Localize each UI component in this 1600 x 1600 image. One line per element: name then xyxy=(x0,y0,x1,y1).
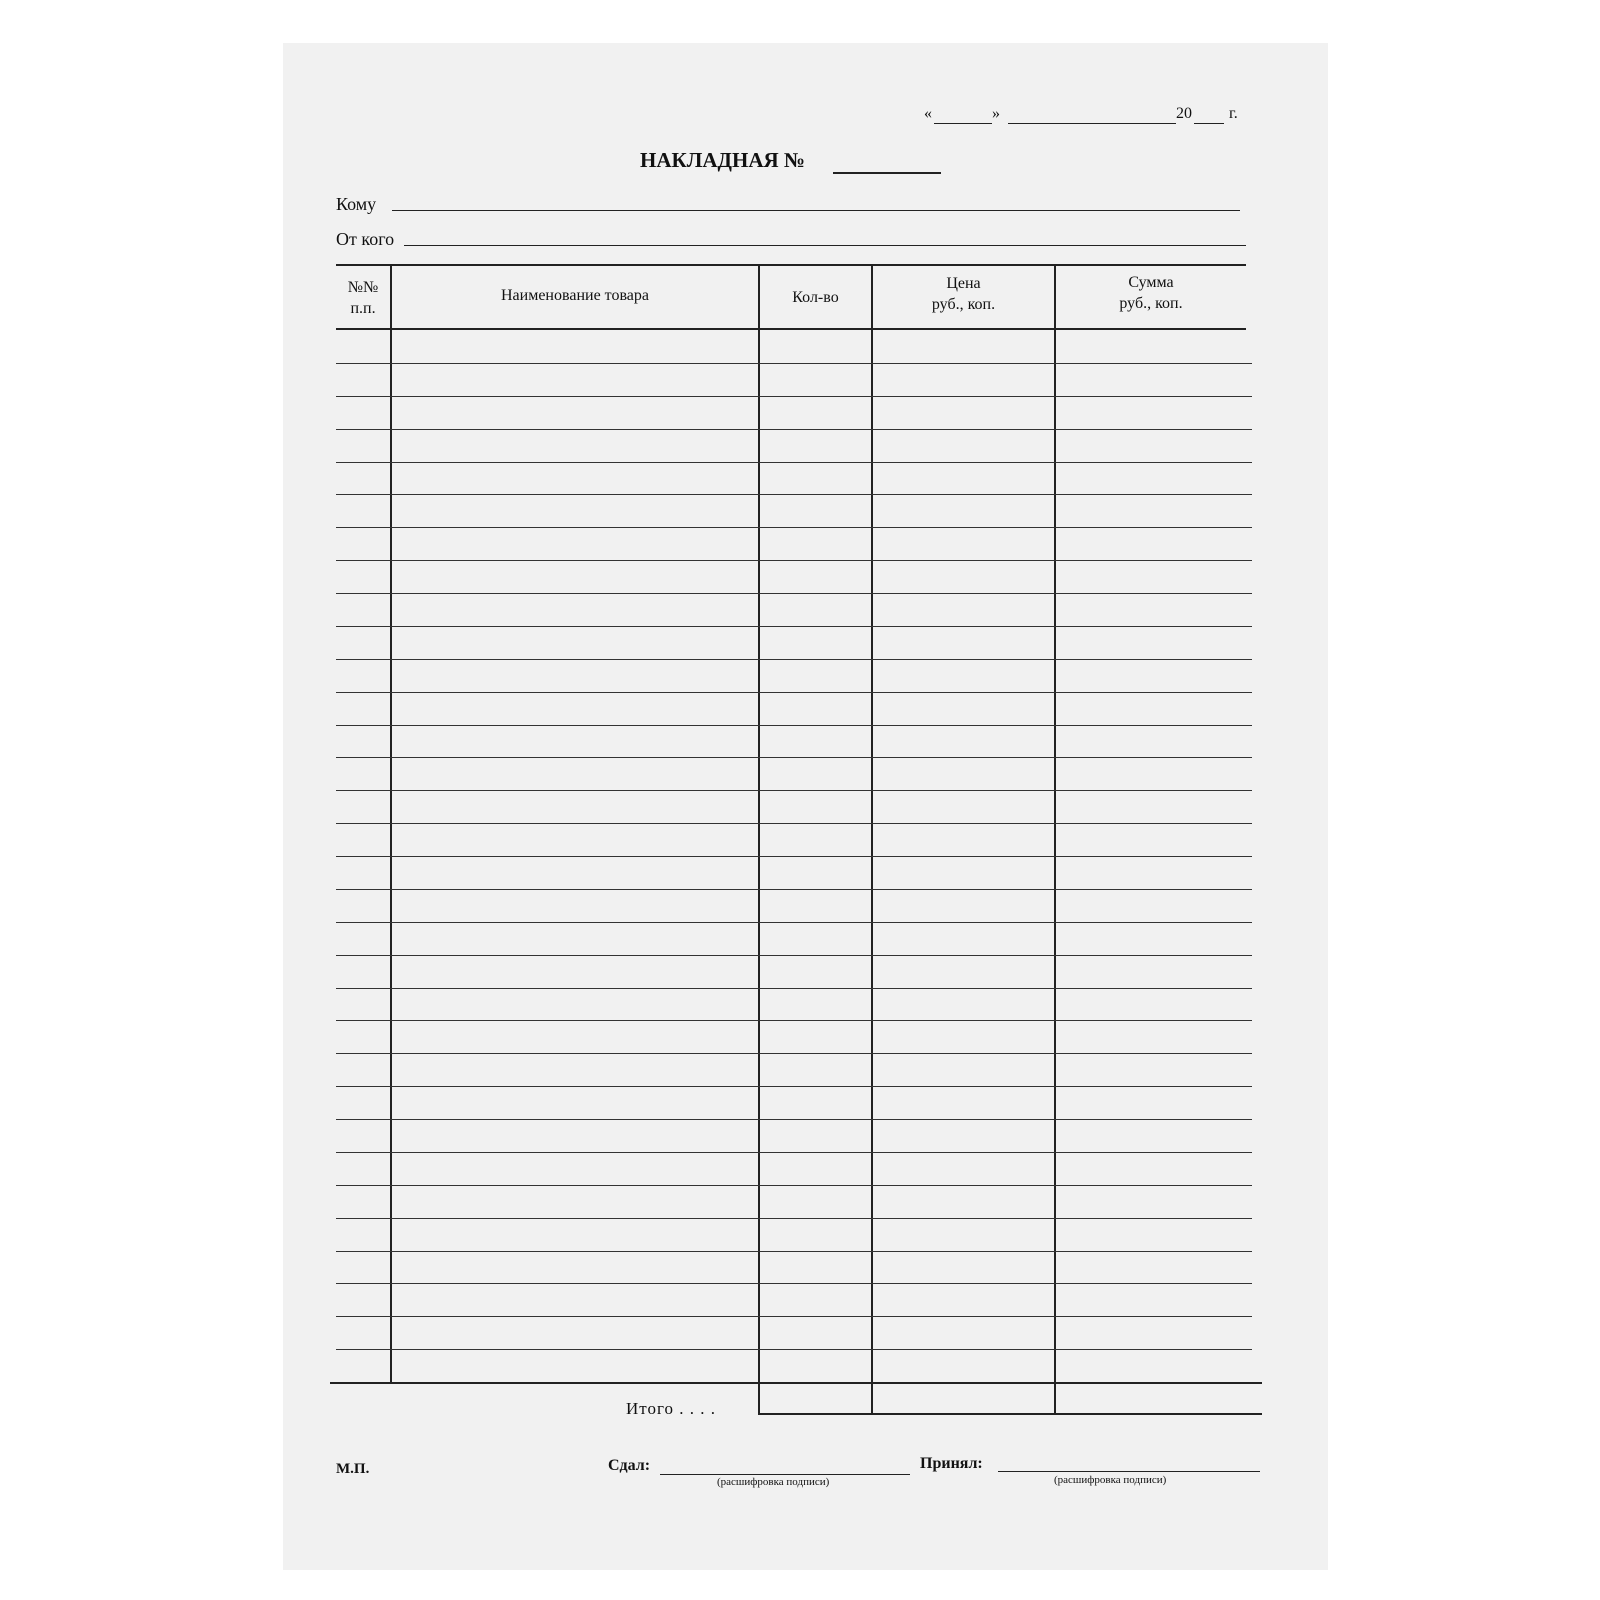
table-row-line xyxy=(336,659,1252,660)
handed-over-label: Сдал: xyxy=(608,1457,651,1474)
column-header-price-line2: руб., коп. xyxy=(931,295,996,313)
table-row-line xyxy=(336,1053,1252,1054)
column-header-sum-line1: Сумма xyxy=(1128,274,1174,291)
handed-over-signature-hint: (расшифровка подписи) xyxy=(717,1476,830,1488)
received-signature-field[interactable] xyxy=(998,1471,1260,1472)
recipient-field[interactable] xyxy=(392,210,1240,211)
table-top-border xyxy=(336,264,1246,266)
column-header-quantity xyxy=(760,288,871,309)
column-divider-2 xyxy=(758,264,760,1415)
column-header-price-line1: Цена xyxy=(946,275,981,292)
sender-field[interactable] xyxy=(404,245,1246,246)
table-row-line xyxy=(336,396,1252,397)
table-row-line xyxy=(336,1251,1252,1252)
table-row-line xyxy=(336,725,1252,726)
table-row-line xyxy=(336,988,1252,989)
table-row-line xyxy=(336,856,1252,857)
invoice-number-field[interactable] xyxy=(833,172,941,174)
date-open-quote: « xyxy=(924,105,932,122)
total-quantity-cell[interactable] xyxy=(760,1384,871,1413)
table-row-line xyxy=(336,1349,1252,1350)
stamp-label: М.П. xyxy=(336,1461,370,1477)
total-row-bottom-border xyxy=(758,1413,1262,1415)
table-row-line xyxy=(336,494,1252,495)
table-row-line xyxy=(336,1283,1252,1284)
column-header-sum xyxy=(1056,273,1246,315)
table-row-line xyxy=(336,363,1252,364)
table-row-line xyxy=(336,462,1252,463)
table-row-line xyxy=(336,1316,1252,1317)
table-row-line xyxy=(336,626,1252,627)
table-row-line xyxy=(336,1086,1252,1087)
date-year-suffix: г. xyxy=(1229,105,1238,122)
column-header-number-line2: п.п. xyxy=(350,299,376,317)
date-day-field[interactable] xyxy=(934,123,992,124)
table-row-line xyxy=(336,1119,1252,1120)
table-row-line xyxy=(336,692,1252,693)
column-divider-3 xyxy=(871,264,873,1415)
table-row-line xyxy=(336,1218,1252,1219)
table-row-line xyxy=(336,1020,1252,1021)
date-year-prefix: 20 xyxy=(1176,105,1192,122)
total-sum-cell[interactable] xyxy=(1056,1384,1262,1413)
recipient-label: Кому xyxy=(336,194,377,214)
table-row-line xyxy=(336,1185,1252,1186)
table-row-line xyxy=(336,1152,1252,1153)
table-row-line xyxy=(336,922,1252,923)
column-header-price xyxy=(873,274,1054,316)
column-header-number xyxy=(336,278,390,320)
table-row-line xyxy=(336,527,1252,528)
sender-label: От кого xyxy=(336,229,395,249)
date-month-field[interactable] xyxy=(1008,123,1176,124)
table-row-line xyxy=(336,955,1252,956)
table-row-line xyxy=(336,823,1252,824)
table-header-bottom-border xyxy=(336,328,1246,330)
table-row-line xyxy=(336,593,1252,594)
total-label: Итого . . . . xyxy=(626,1399,717,1418)
table-row-line xyxy=(336,757,1252,758)
table-row-line xyxy=(336,790,1252,791)
handed-over-signature-field[interactable] xyxy=(660,1474,910,1475)
received-label: Принял: xyxy=(920,1455,983,1472)
received-signature-hint: (расшифровка подписи) xyxy=(1054,1474,1167,1486)
column-header-number-line1: №№ xyxy=(347,279,379,296)
total-price-cell[interactable] xyxy=(873,1384,1054,1413)
column-header-item-name xyxy=(392,286,758,307)
column-header-sum-line2: руб., коп. xyxy=(1119,294,1183,312)
invoice-title: НАКЛАДНАЯ № xyxy=(640,148,806,172)
date-close-quote: » xyxy=(992,105,1000,122)
date-year-field[interactable] xyxy=(1194,123,1224,124)
column-header-item-name-line1: Наименование товара xyxy=(500,287,649,304)
table-row-line xyxy=(336,429,1252,430)
table-row-line xyxy=(336,889,1252,890)
column-header-quantity-line1: Кол-во xyxy=(792,289,839,306)
column-divider-4 xyxy=(1054,264,1056,1415)
table-row-line xyxy=(336,560,1252,561)
